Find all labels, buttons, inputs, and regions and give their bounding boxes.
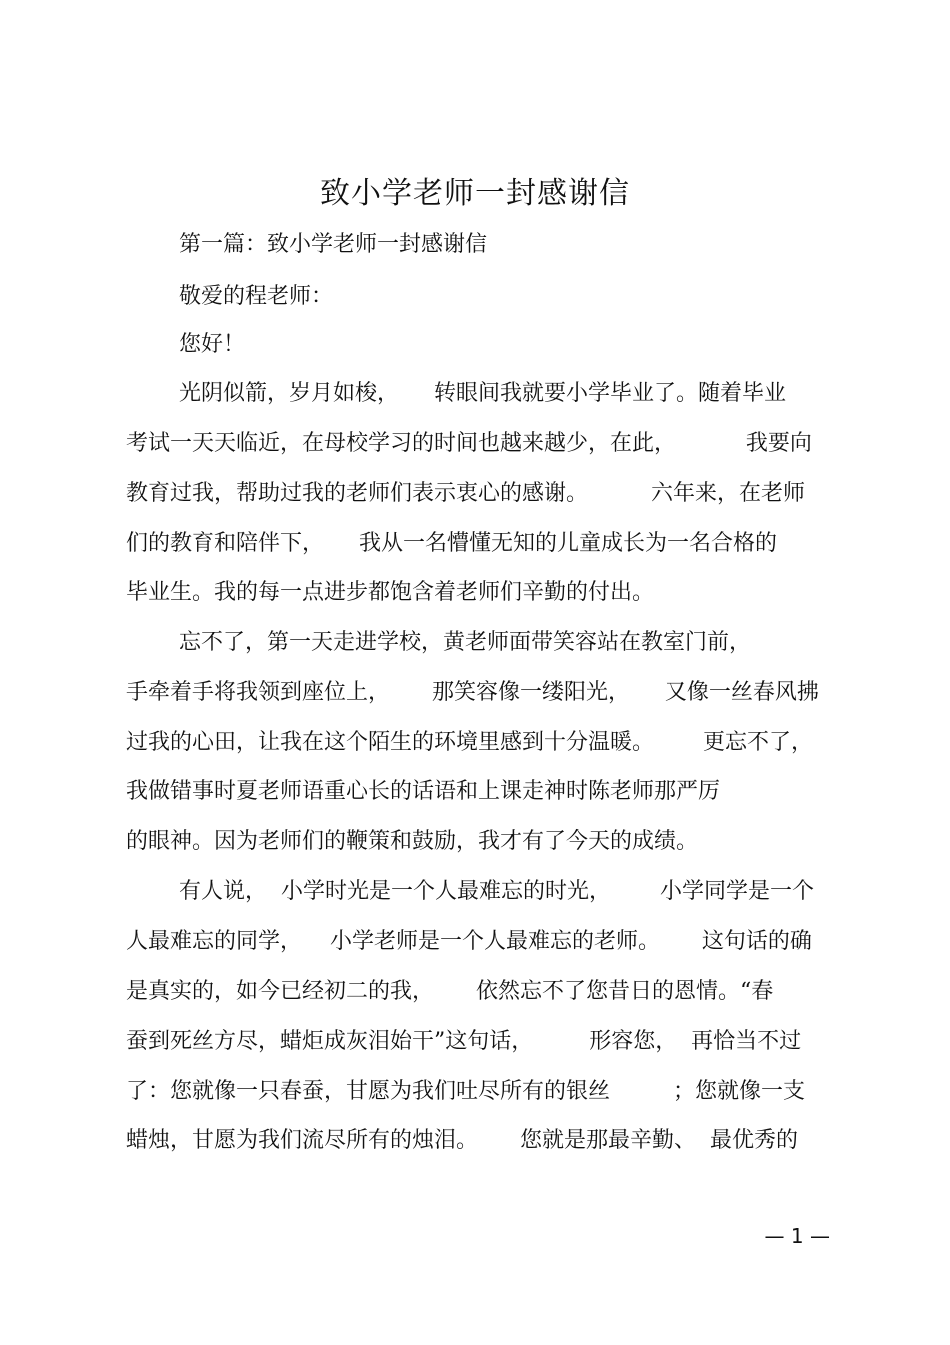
paragraph-line: 教育过我，帮助过我的老师们表示衷心的感谢。 六年来，在老师 bbox=[126, 481, 805, 506]
paragraph-line: 有人说， 小学时光是一个人最难忘的时光， 小学同学是一个 bbox=[179, 879, 814, 904]
paragraph-line: 光阴似箭，岁月如梭， 转眼间我就要小学毕业了。随着毕业 bbox=[179, 381, 786, 406]
paragraph-line: 蚕到死丝方尽，蜡炬成灰泪始干”这句话， 形容您， 再恰当不过 bbox=[126, 1029, 802, 1054]
paragraph-line: 考试一天天临近，在母校学习的时间也越来越少，在此， 我要向 bbox=[126, 431, 812, 456]
section-heading: 第一篇：致小学老师一封感谢信 bbox=[179, 232, 488, 257]
paragraph-line: 们的教育和陪伴下， 我从一名懵懂无知的儿童成长为一名合格的 bbox=[126, 531, 777, 556]
paragraph-line: 的眼神。因为老师们的鞭策和鼓励，我才有了今天的成绩。 bbox=[126, 829, 699, 854]
paragraph-line: 毕业生。我的每一点进步都饱含着老师们辛勤的付出。 bbox=[126, 580, 655, 605]
paragraph-line: 是真实的，如今已经初二的我， 依然忘不了您昔日的恩情。“春 bbox=[126, 979, 774, 1004]
paragraph-line: 蜡烛，甘愿为我们流尽所有的烛泪。 您就是那最辛勤、 最优秀的 bbox=[126, 1128, 798, 1153]
paragraph-line: 我做错事时夏老师语重心长的话语和上课走神时陈老师那严厉 bbox=[126, 779, 721, 804]
paragraph-line: 忘不了，第一天走进学校，黄老师面带笑容站在教室门前， bbox=[179, 630, 752, 655]
paragraph-line: 人最难忘的同学， 小学老师是一个人最难忘的老师。 这句话的确 bbox=[126, 929, 812, 954]
paragraph-line: 过我的心田，让我在这个陌生的环境里感到十分温暖。 更忘不了， bbox=[126, 730, 813, 755]
greeting: 您好！ bbox=[179, 332, 246, 357]
salutation: 敬爱的程老师： bbox=[179, 284, 334, 309]
document-title: 致小学老师一封感谢信 bbox=[320, 176, 630, 211]
paragraph-line: 手牵着手将我领到座位上， 那笑容像一缕阳光， 又像一丝春风拂 bbox=[126, 680, 819, 705]
page-number: — 1 — bbox=[764, 1224, 830, 1248]
paragraph-line: 了：您就像一只春蚕，甘愿为我们吐尽所有的银丝 ；您就像一支 bbox=[126, 1079, 805, 1104]
